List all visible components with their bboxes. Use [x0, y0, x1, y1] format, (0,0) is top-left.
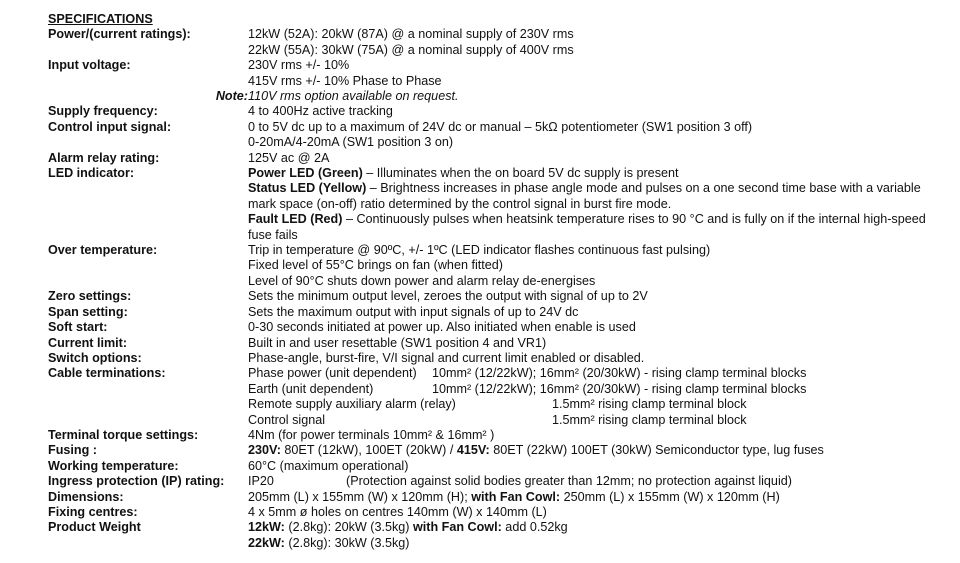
termination-spec: 10mm² (12/22kW); 16mm² (20/30kW) - rising clamp terminal blocks	[432, 381, 807, 396]
led-text: – Continuously pulses when heatsink temperature rises to 90 °C and is fully on if the internal high-speed fuse fails	[248, 212, 926, 242]
led-description	[248, 212, 948, 243]
spec-line: 22kW (55A): 30kW (75A) @ a nominal supply of 400V rms	[248, 42, 574, 57]
ip-line	[248, 474, 948, 489]
weight-bold: with Fan Cowl:	[412, 520, 502, 535]
spec-value	[248, 243, 948, 289]
dimensions-bold: with Fan Cowl:	[471, 489, 561, 504]
fusing-text: 80ET (22kW) 100ET (30kW) Semiconductor type, lug fuses	[489, 443, 824, 458]
spec-value	[248, 490, 948, 505]
spec-value	[248, 104, 948, 119]
spec-label: Supply frequency:	[48, 104, 158, 119]
led-text: – Illuminates when the on board 5V dc supply is present	[362, 166, 679, 181]
specifications-sheet	[48, 12, 948, 551]
spec-label: Soft start:	[48, 320, 108, 335]
weight-line	[248, 536, 948, 551]
spec-value	[248, 428, 948, 443]
spec-row	[48, 27, 948, 58]
spec-label: Power/(current ratings):	[48, 27, 191, 42]
spec-line: 12kW (52A): 20kW (87A) @ a nominal supply of 230V rms	[248, 27, 574, 42]
spec-line: Fixed level of 55°C brings on fan (when fitted)	[248, 258, 503, 273]
spec-value	[248, 336, 948, 351]
spec-row	[48, 289, 948, 304]
spec-line: 60°C (maximum operational)	[248, 458, 409, 473]
spec-value	[248, 459, 948, 474]
ip-code: IP20	[248, 474, 274, 489]
spec-label: Note:	[215, 89, 248, 104]
termination-spec: 1.5mm² rising clamp terminal block	[552, 412, 747, 427]
spec-row	[48, 474, 948, 489]
spec-value	[248, 166, 948, 243]
spec-line: 4Nm (for power terminals 10mm² & 16mm² )	[248, 427, 495, 442]
spec-value	[248, 320, 948, 335]
spec-row	[48, 505, 948, 520]
spec-line: 0-20mA/4-20mA (SW1 position 3 on)	[248, 135, 454, 150]
spec-row	[48, 459, 948, 474]
spec-row	[48, 366, 948, 428]
termination-spec: 10mm² (12/22kW); 16mm² (20/30kW) - rising clamp terminal blocks	[432, 366, 807, 381]
spec-label: Ingress protection (IP) rating:	[48, 474, 225, 489]
spec-value	[248, 58, 948, 89]
spec-row	[48, 58, 948, 89]
spec-line: 125V ac @ 2A	[248, 150, 330, 165]
spec-row	[48, 520, 948, 551]
spec-value	[248, 520, 948, 551]
spec-label: Over temperature:	[48, 243, 158, 258]
spec-value	[248, 366, 948, 428]
termination-line	[248, 397, 948, 412]
spec-row	[48, 120, 948, 151]
spec-label: Control input signal:	[48, 119, 172, 134]
termination-name: Remote supply auxiliary alarm (relay)	[248, 397, 456, 412]
weight-line	[248, 520, 948, 535]
spec-value	[248, 289, 948, 304]
spec-row	[48, 490, 948, 505]
spec-line: 0-30 seconds initiated at power up. Also initiated when enable is used	[248, 320, 636, 335]
spec-label: Alarm relay rating:	[48, 150, 160, 165]
spec-row	[48, 443, 948, 458]
spec-label: Product Weight	[48, 520, 141, 535]
spec-line: Phase-angle, burst-fire, V/I signal and current limit enabled or disabled.	[248, 350, 645, 365]
spec-label: Input voltage:	[48, 58, 131, 73]
spec-row	[48, 428, 948, 443]
termination-name: Control signal	[248, 412, 326, 427]
spec-row	[48, 89, 948, 104]
spec-row	[48, 320, 948, 335]
spec-line: Level of 90°C shuts down power and alarm relay de-energises	[248, 273, 596, 288]
weight-text: (2.8kg): 30kW (3.5kg)	[284, 535, 410, 550]
spec-line: 415V rms +/- 10% Phase to Phase	[248, 73, 442, 88]
dimensions-text: 205mm (L) x 155mm (W) x 120mm (H);	[248, 489, 472, 504]
termination-name: Earth (unit dependent)	[248, 381, 374, 396]
spec-row	[48, 243, 948, 289]
termination-line	[248, 366, 948, 381]
spec-label: Fixing centres:	[48, 504, 138, 519]
spec-line: Sets the maximum output with input signals of up to 24V dc	[248, 304, 579, 319]
spec-value	[248, 351, 948, 366]
spec-value	[248, 443, 948, 458]
led-name: Status LED (Yellow)	[248, 181, 367, 196]
spec-row	[48, 305, 948, 320]
weight-text: (2.8kg): 20kW (3.5kg)	[284, 520, 413, 535]
fusing-text: 80ET (12kW), 100ET (20kW) /	[280, 443, 457, 458]
spec-row	[48, 166, 948, 243]
termination-name: Phase power (unit dependent)	[248, 366, 417, 381]
termination-spec: 1.5mm² rising clamp terminal block	[552, 397, 747, 412]
spec-line: 110V rms option available on request.	[248, 89, 459, 104]
spec-label: Zero settings:	[48, 289, 132, 304]
spec-label: Working temperature:	[48, 458, 179, 473]
spec-value	[248, 27, 948, 58]
led-description	[248, 181, 948, 212]
spec-row	[48, 104, 948, 119]
fusing-voltage: 230V:	[248, 443, 281, 458]
dimensions-text: 250mm (L) x 155mm (W) x 120mm (H)	[560, 489, 780, 504]
spec-line: Sets the minimum output level, zeroes the output with signal of up to 2V	[248, 289, 648, 304]
spec-value	[248, 89, 948, 104]
ip-description: (Protection against solid bodies greater than 12mm; no protection against liquid)	[346, 474, 792, 489]
termination-line	[248, 413, 948, 428]
spec-rows	[48, 27, 948, 551]
fusing-voltage: 415V:	[456, 443, 490, 458]
spec-row	[48, 351, 948, 366]
spec-row	[48, 336, 948, 351]
led-description	[248, 166, 948, 181]
spec-label: Terminal torque settings:	[48, 427, 199, 442]
spec-line: 0 to 5V dc up to a maximum of 24V dc or manual – 5kΩ potentiometer (SW1 position 3 off)	[248, 119, 753, 134]
led-name: Fault LED (Red)	[248, 212, 343, 227]
spec-label: Cable terminations:	[48, 366, 166, 381]
led-name: Power LED (Green)	[248, 166, 363, 181]
specifications-heading: SPECIFICATIONS	[48, 12, 153, 26]
spec-label: LED indicator:	[48, 166, 135, 181]
spec-label: Fusing :	[48, 443, 97, 458]
spec-line: Trip in temperature @ 90ºC, +/- 1ºC (LED indicator flashes continuous fast pulsing)	[248, 243, 711, 258]
spec-label: Span setting:	[48, 304, 128, 319]
spec-value	[248, 151, 948, 166]
spec-row	[48, 151, 948, 166]
weight-text: add 0.52kg	[501, 520, 568, 535]
spec-label: Dimensions:	[48, 489, 124, 504]
led-text: – Brightness increases in phase angle mode and pulses on a one second time base with a variable mark space (on-off) ratio determined by the control signal in burst fire mode.	[248, 181, 921, 211]
spec-label: Switch options:	[48, 350, 142, 365]
weight-model: 12kW:	[248, 520, 285, 535]
spec-value	[248, 120, 948, 151]
dimensions-line	[248, 490, 948, 505]
weight-model: 22kW:	[248, 535, 285, 550]
spec-line: 230V rms +/- 10%	[248, 58, 350, 73]
spec-line: 4 to 400Hz active tracking	[248, 104, 393, 119]
termination-line	[248, 382, 948, 397]
spec-value	[248, 505, 948, 520]
spec-line: Built in and user resettable (SW1 position 4 and VR1)	[248, 335, 547, 350]
spec-value	[248, 305, 948, 320]
spec-value	[248, 474, 948, 489]
spec-line: 4 x 5mm ø holes on centres 140mm (W) x 140mm (L)	[248, 504, 547, 519]
fusing-line	[248, 443, 948, 458]
spec-label: Current limit:	[48, 335, 128, 350]
